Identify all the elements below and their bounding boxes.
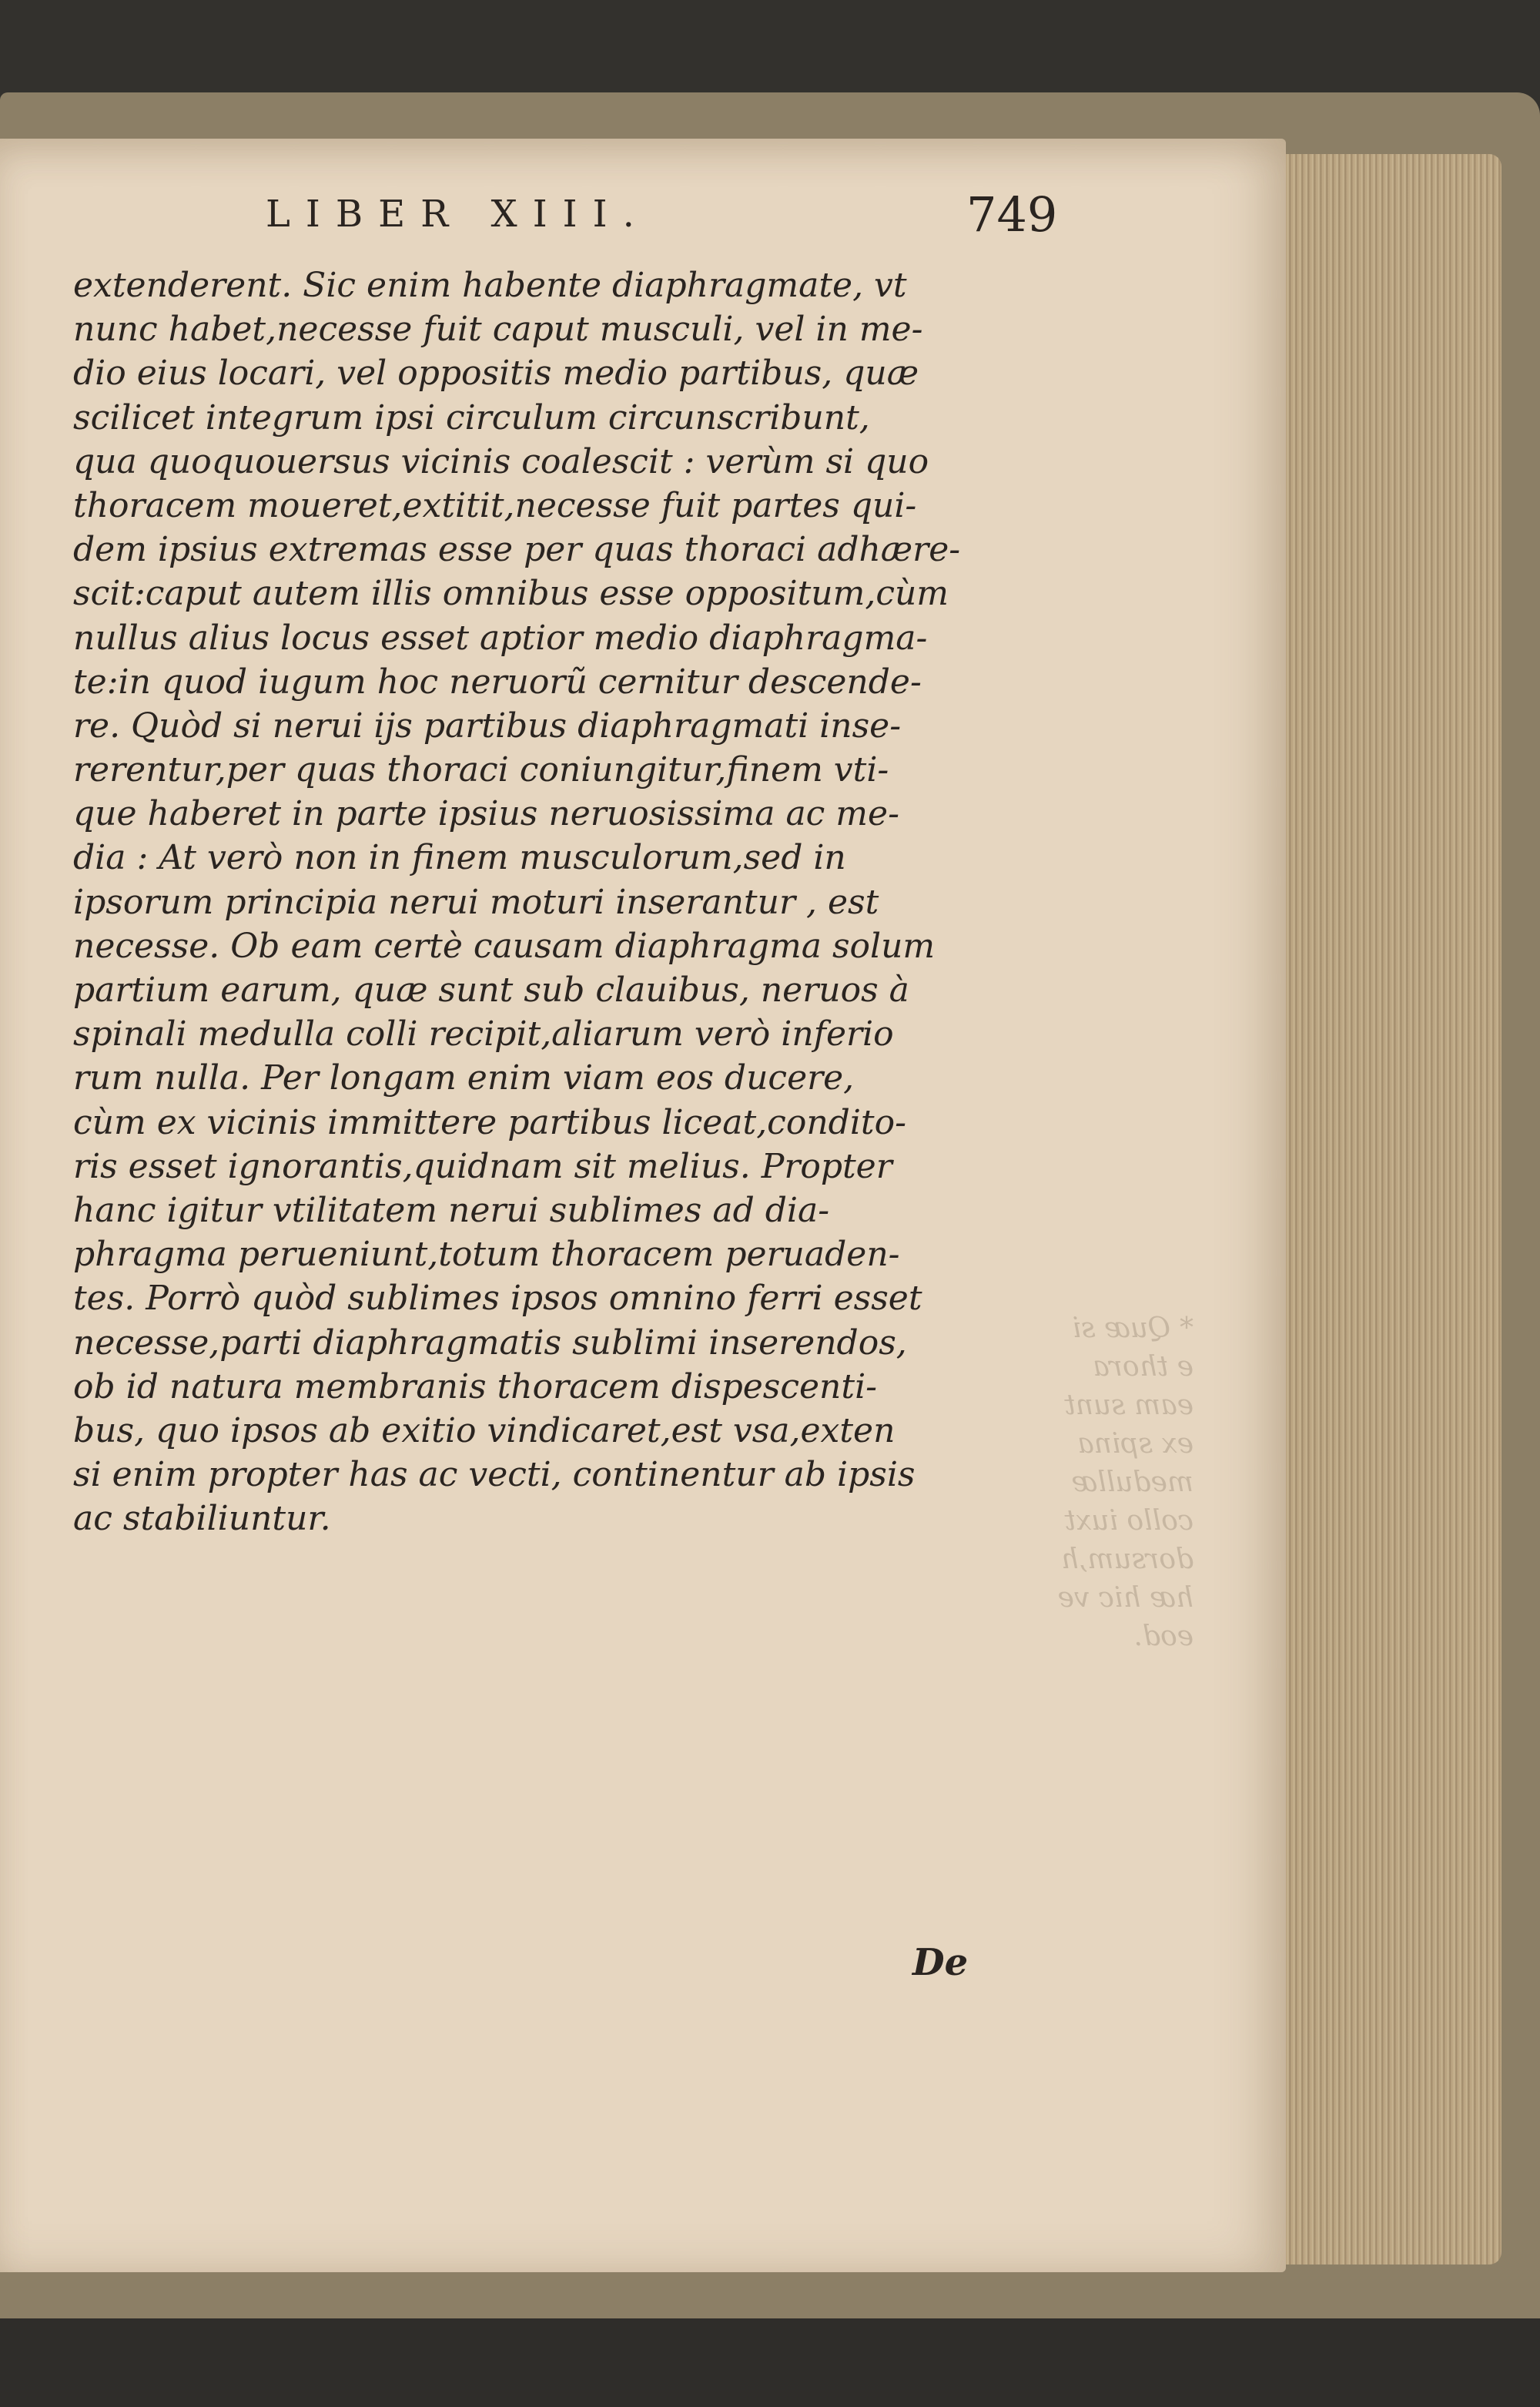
text-line: partium earum, quæ sunt sub clauibus, neruos à bbox=[73, 971, 909, 1010]
show-through-line: * Quæ si bbox=[1072, 1312, 1194, 1344]
show-through-line: medullæ bbox=[1071, 1467, 1194, 1498]
text-line: ob id natura membranis thoracem dispescenti- bbox=[73, 1366, 878, 1406]
page-edges bbox=[1286, 154, 1502, 2265]
body-text bbox=[73, 263, 1028, 1540]
text-line: si enim propter has ac vecti, continentur ab ipsis bbox=[73, 1455, 916, 1495]
text-line: cùm ex vicinis immittere partibus liceat,condito- bbox=[73, 1102, 906, 1142]
catchword: De bbox=[912, 1941, 969, 1984]
text-line: necesse. Ob eam certè causam diaphragma solum bbox=[73, 926, 936, 966]
text-line: ipsorum principia nerui moturi inserantur , est bbox=[73, 882, 879, 922]
text-line: scilicet integrum ipsi circulum circunscribunt, bbox=[73, 397, 870, 437]
background-bottom bbox=[0, 2318, 1540, 2407]
text-line: extenderent. Sic enim habente diaphragmate, vt bbox=[73, 266, 907, 305]
text-line: re. Quòd si nerui ijs partibus diaphragmati inse- bbox=[73, 706, 902, 746]
page-header bbox=[0, 186, 1286, 254]
text-line: que haberet in parte ipsius neruosissima ac me- bbox=[73, 794, 899, 834]
show-through-line: eam sunt bbox=[1064, 1390, 1194, 1421]
running-head: LIBER XIII. bbox=[266, 193, 650, 236]
text-line: phragma perueniunt,totum thoracem peruaden- bbox=[73, 1235, 900, 1275]
text-line: rum nulla. Per longam enim viam eos ducere, bbox=[73, 1058, 855, 1098]
text-line: ris esset ignorantis,quidnam sit melius. Propter bbox=[73, 1146, 892, 1186]
show-through-line: eod. bbox=[1133, 1621, 1194, 1652]
text-line: dem ipsius extremas esse per quas thoraci adhære- bbox=[73, 530, 961, 570]
show-through-line: collo iuxt bbox=[1064, 1505, 1194, 1537]
text-line: te:in quod iugum hoc neruorũ cernitur descende- bbox=[73, 662, 922, 702]
page-number: 749 bbox=[966, 186, 1058, 243]
text-line: hanc igitur vtilitatem nerui sublimes ad dia- bbox=[73, 1190, 830, 1230]
text-line: tes. Porrò quòd sublimes ipsos omnino ferri esset bbox=[73, 1279, 922, 1319]
text-line: dio eius locari, vel oppositis medio partibus, quæ bbox=[73, 354, 919, 394]
text-line: dia : At verò non in finem musculorum,sed in bbox=[73, 838, 846, 878]
text-line: nunc habet,necesse fuit caput musculi, vel in me- bbox=[73, 310, 923, 350]
text-line: nullus alius locus esset aptior medio diaphragma- bbox=[73, 618, 928, 658]
text-line: qua quoquouersus vicinis coalescit : verùm si quo bbox=[73, 441, 929, 481]
text-line: thoracem moueret,extitit,necesse fuit partes qui- bbox=[73, 485, 917, 525]
show-through-line: dorsum,h bbox=[1060, 1544, 1194, 1575]
text-line: spinali medulla colli recipit,aliarum verò inferio bbox=[73, 1014, 894, 1054]
text-line: rerentur,per quas thoraci coniungitur,finem vti- bbox=[73, 750, 889, 790]
show-through-line: hæ hic ve bbox=[1057, 1582, 1194, 1614]
text-line: necesse,parti diaphragmatis sublimi inserendos, bbox=[73, 1323, 907, 1363]
text-line: scit:caput autem illis omnibus esse oppositum,cùm bbox=[73, 574, 949, 614]
show-through-line: e thora bbox=[1093, 1351, 1194, 1383]
text-line: ac stabiliuntur. bbox=[73, 1499, 331, 1539]
show-through-line: ex spina bbox=[1077, 1428, 1194, 1460]
text-line: bus, quo ipsos ab exitio vindicaret,est vsa,exten bbox=[73, 1410, 896, 1450]
